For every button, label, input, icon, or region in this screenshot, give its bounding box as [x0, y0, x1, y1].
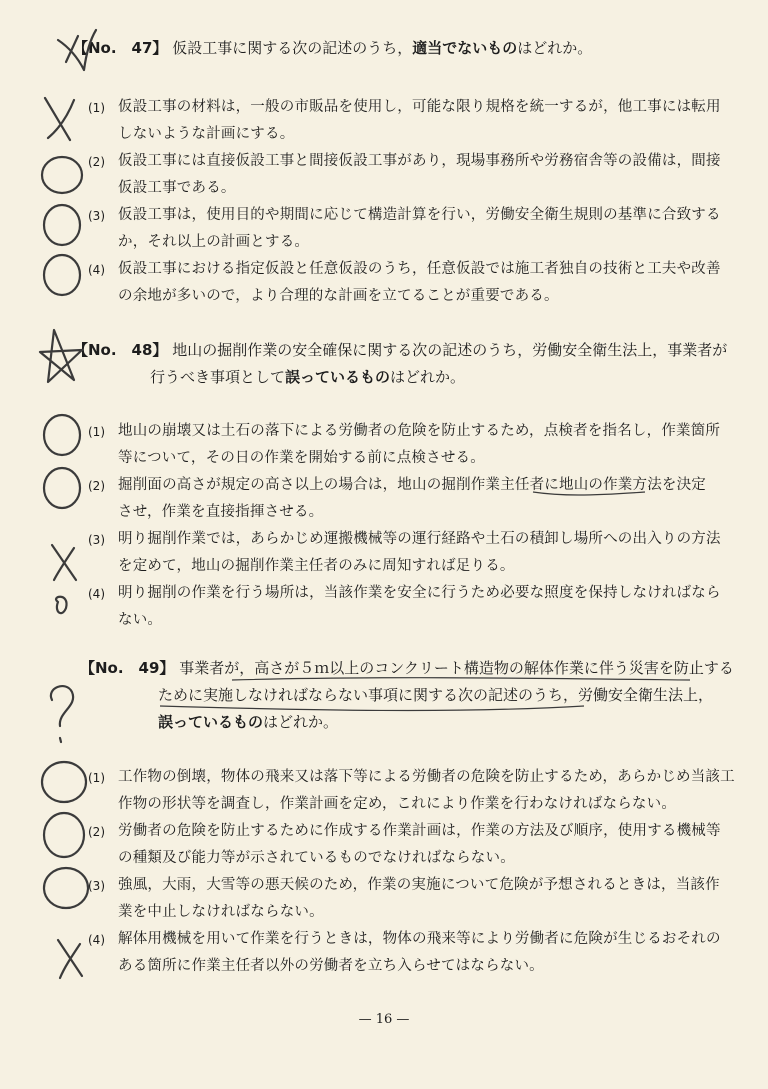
option-text: 等について，その日の作業を開始する前に点検させる。 [118, 450, 485, 466]
option-text: 仮設工事の材料は，一般の市販品を使用し，可能な限り規格を統一するが，他工事には転用 [118, 99, 721, 115]
option-text: の余地が多いので，より合理的な計画を立てることが重要である。 [118, 288, 559, 304]
question-emphasis: 誤っているもの [158, 713, 264, 731]
option-text: 作物の形状等を調査し，作業計画を定め，これにより作業を行わなければならない。 [118, 796, 677, 812]
option-number: (4) [88, 933, 105, 947]
question-mark-q49 [51, 686, 73, 742]
circle-mark-q49-3 [44, 868, 88, 908]
circle-mark-q49-2 [44, 813, 84, 857]
option-number: (3) [88, 879, 105, 893]
question-prompt: 事業者が，高さが５ｍ以上のコンクリート構造物の解体作業に伴う災害を防止する [179, 659, 734, 677]
question-emphasis: 誤っているもの [285, 368, 391, 386]
option-text: 地山の崩壊又は土石の落下による労働者の危険を防止するため，点検者を指名し，作業箇所 [118, 423, 721, 439]
question-prompt: 仮設工事に関する次の記述のうち， [172, 39, 413, 57]
option-number: (2) [88, 825, 105, 839]
option-number: (1) [88, 101, 105, 115]
option-text: 掘削面の高さが規定の高さ以上の場合は，地山の掘削作業主任者に地山の作業方法を決定 [118, 477, 706, 493]
option-text: 仮設工事は，使用目的や期間に応じて構造計算を行い，労働安全衛生規則の基準に合致する [118, 207, 721, 223]
circle-mark-q49-1 [42, 762, 86, 802]
option-text: ない。 [118, 612, 163, 628]
question-prompt-end: はどれか。 [517, 39, 593, 57]
option-text: 工作物の倒壊，物体の飛来又は落下等による労働者の危険を防止するため，あらかじめ当該工 [118, 769, 735, 785]
question-emphasis: 適当でないもの [412, 39, 518, 57]
option-text: 仮設工事である。 [118, 180, 236, 196]
page-number: — 16 — [358, 1012, 410, 1027]
option-number: (3) [88, 209, 105, 223]
circle-mark-q48-1 [44, 415, 80, 455]
question-prompt: 地山の掘削作業の安全確保に関する次の記述のうち，労働安全衛生法上，事業者が [172, 341, 728, 359]
option-text: 労働者の危険を防止するために作成する作業計画は，作業の方法及び順序，使用する機械等 [118, 823, 721, 839]
option-text: 明り掘削作業では，あらかじめ運搬機械等の運行経路や土石の積卸し場所への出入りの方法 [118, 531, 721, 547]
question-number: 【No. 47】 [73, 39, 168, 57]
option-text: させ，作業を直接指揮させる。 [118, 504, 324, 520]
option-number: (1) [88, 425, 105, 439]
option-number: (3) [88, 533, 105, 547]
option-text: の種類及び能力等が示されているものでなければならない。 [118, 850, 515, 866]
option-text: しないような計画にする。 [118, 126, 295, 142]
question-prompt-end: はどれか。 [263, 713, 339, 731]
question-prompt: 行うべき事項として [150, 368, 286, 386]
question-number: 【No. 48】 [73, 341, 168, 359]
option-number: (4) [88, 587, 105, 601]
option-text: 強風，大雨，大雪等の悪天候のため，作業の実施について危険が予想されるときは，当該作 [118, 877, 720, 893]
circle-mark-q47-2 [42, 157, 82, 193]
option-text: ある箇所に作業主任者以外の労働者を立ち入らせてはならない。 [118, 958, 544, 974]
option-number: (4) [88, 263, 105, 277]
option-number: (2) [88, 155, 105, 169]
option-text: を定めて，地山の掘削作業主任者のみに周知すれば足りる。 [118, 558, 515, 574]
underline-q49-2 [160, 706, 584, 711]
circle-mark-q47-3 [44, 205, 80, 245]
x-mark-q47-1 [45, 98, 74, 140]
option-number: (1) [88, 771, 105, 785]
scribble-mark-q48-4 [56, 597, 66, 613]
x-mark-q49-4 [58, 940, 82, 978]
option-text: 明り掘削の作業を行う場所は，当該作業を安全に行うため必要な照度を保持しなければなら [118, 585, 721, 601]
option-text: か，それ以上の計画とする。 [118, 234, 310, 250]
circle-mark-q48-2 [44, 468, 80, 508]
circle-mark-q47-4 [44, 255, 80, 295]
underline-q48-2 [533, 492, 645, 495]
option-text: 業を中止しなければならない。 [118, 904, 324, 920]
option-text: 仮設工事には直接仮設工事と間接仮設工事があり，現場事務所や労務宿舎等の設備は，間接 [118, 153, 721, 169]
question-prompt-end: はどれか。 [390, 368, 466, 386]
x-mark-q48-3 [52, 545, 76, 580]
option-text: 解体用機械を用いて作業を行うときは，物体の飛来等により労働者に危険が生じるおそれの [118, 931, 721, 947]
option-text: 仮設工事における指定仮設と任意仮設のうち，任意仮設では施工者独自の技術と工夫や改善 [118, 261, 721, 277]
option-number: (2) [88, 479, 105, 493]
star-mark-q48 [40, 330, 82, 382]
question-prompt: ために実施しなければならない事項に関する次の記述のうち，労働安全衛生法上， [158, 686, 714, 704]
question-number: 【No. 49】 [80, 659, 175, 677]
underline-q49-1 [232, 678, 690, 680]
